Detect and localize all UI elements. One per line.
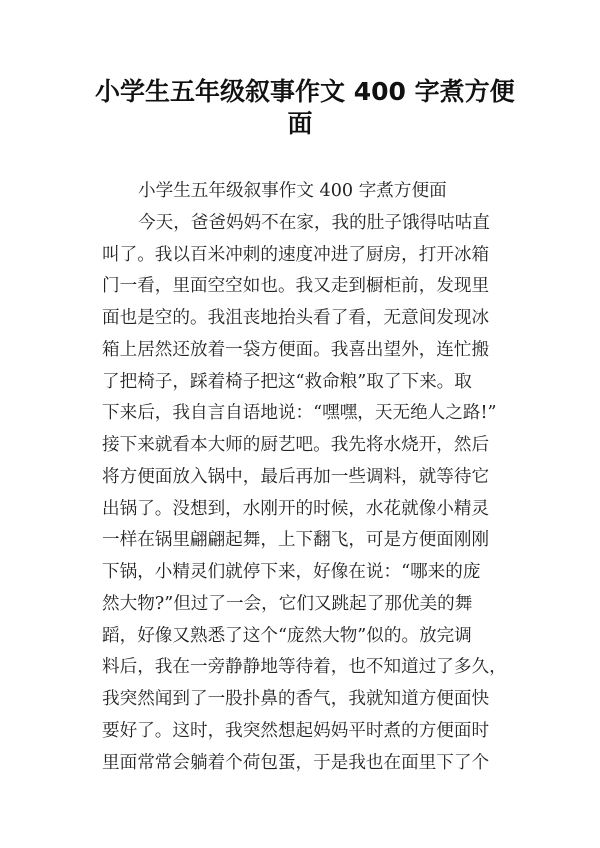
paragraph-line: 将方便面放入锅中，最后再加一些调料，就等待它 xyxy=(102,466,490,487)
paragraph-line: 一样在锅里翩翩起舞，上下翻飞，可是方便面刚刚 xyxy=(102,530,490,551)
paragraph-line: 叫了。我以百米冲刺的速度冲进了厨房，打开冰箱 xyxy=(102,244,490,265)
paragraph-line: 我突然闻到了一股扑鼻的香气，我就知道方便面快 xyxy=(102,689,490,709)
paragraph-line: 门一看，里面空空如也。我又走到橱柜前，发现里 xyxy=(102,276,490,297)
paragraph-line: 箱上居然还放着一袋方便面。我喜出望外，连忙搬 xyxy=(102,339,490,360)
paragraph-line: 了把椅子，踩着椅子把这“救命粮”取了下来。取 xyxy=(102,371,472,392)
document-title xyxy=(95,76,515,140)
paragraph-line: 里面常常会躺着个荷包蛋，于是我也在面里下了个 xyxy=(102,752,490,773)
paragraph-line: 今天，爸爸妈妈不在家，我的肚子饿得咕咕直 xyxy=(138,212,490,233)
paragraph-line: 出锅了。没想到，水刚开的时候，水花就像小精灵 xyxy=(102,498,490,519)
paragraph-line: 要好了。这时，我突然想起妈妈平时煮的方便面时 xyxy=(102,720,490,741)
paragraph-line: 下锅，小精灵们就停下来，好像在说：“哪来的庞 xyxy=(102,562,481,582)
title-line: 面 xyxy=(287,108,313,138)
paragraph-line: 然大物?”但过了一会，它们又跳起了那优美的舞 xyxy=(102,593,473,614)
paragraph-line: 下来后，我自言自语地说：“嘿嘿，天无绝人之路!” xyxy=(102,403,497,424)
paragraph-line: 料后，我在一旁静静地等待着，也不知道过了多久， xyxy=(102,657,507,678)
paragraph-line: 面也是空的。我沮丧地抬头看了看，无意间发现冰 xyxy=(102,308,490,328)
paragraph-line: 接下来就看本大师的厨艺吧。我先将水烧开，然后 xyxy=(102,435,490,455)
document-subtitle: 小学生五年级叙事作文 400 字煮方便面 xyxy=(138,181,447,201)
document-body xyxy=(102,176,507,779)
title-line: 小学生五年级叙事作文 400 字煮方便 xyxy=(95,77,515,106)
paragraph-line: 蹈，好像又熟悉了这个“庞然大物”似的。放完调 xyxy=(102,625,472,646)
